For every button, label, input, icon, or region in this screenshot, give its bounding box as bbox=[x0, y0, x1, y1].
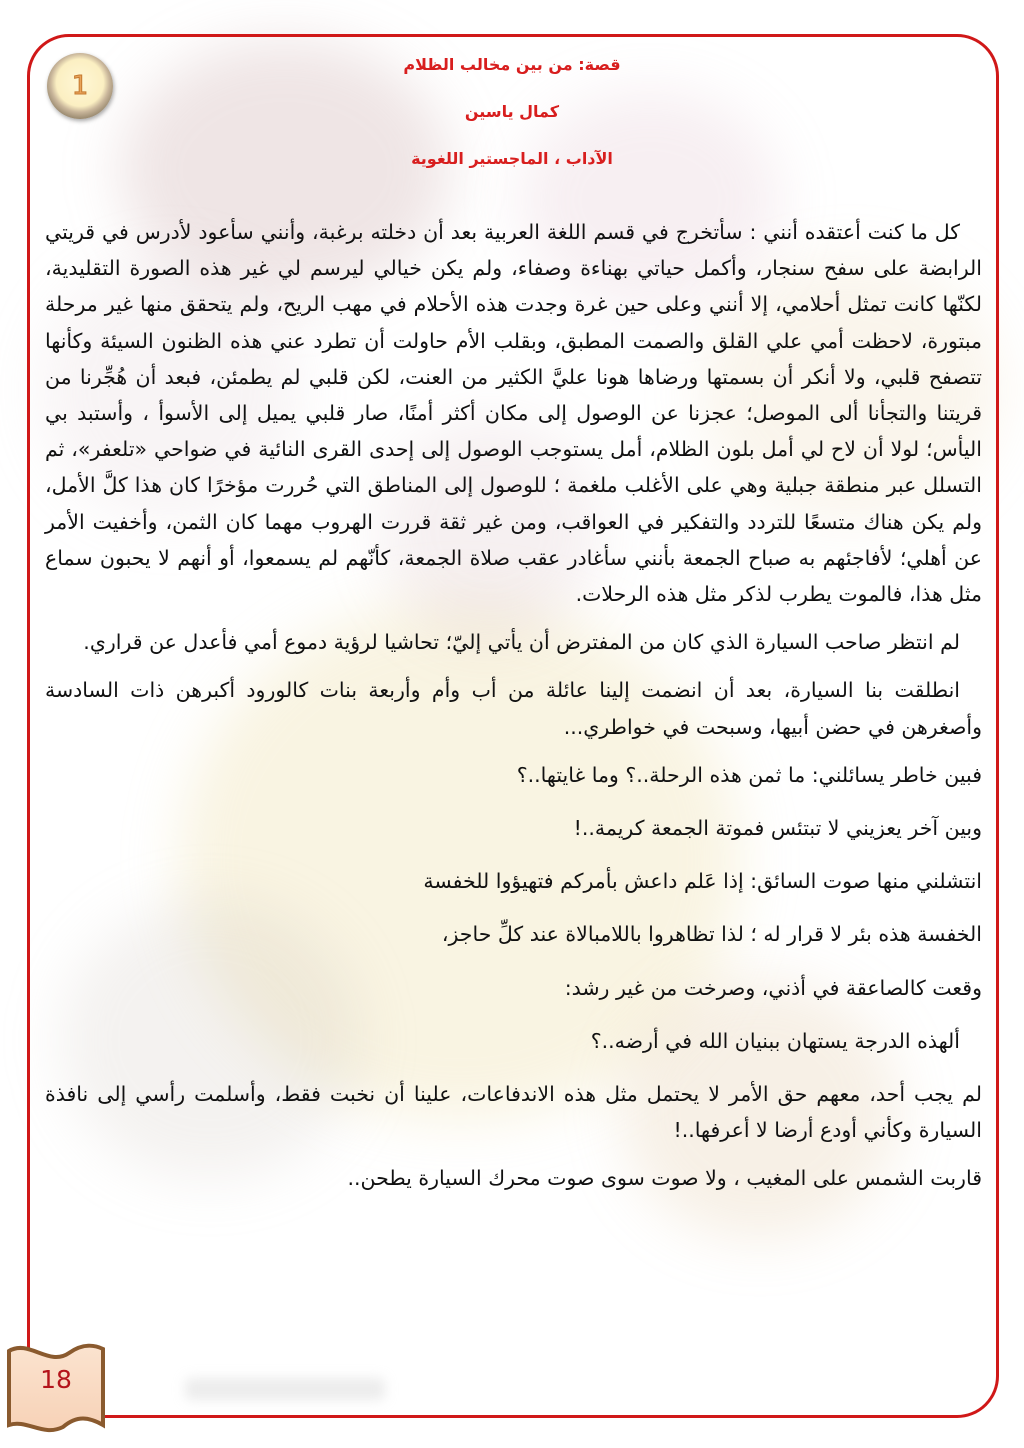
story-title: قصة: من بين مخالب الظلام bbox=[403, 55, 621, 74]
paragraph-10: لم يجب أحد، معهم حق الأمر لا يحتمل مثل هذه الاندفاعات، علينا أن نخبت فقط، وأسلمت رأسي إلى نافذة السيارة وكأني أودع أرضا لا أعرفها..! bbox=[45, 1082, 982, 1143]
paragraph-1: كل ما كنت أعتقده أنني : سأتخرج في قسم اللغة العربية بعد أن دخلته برغبة، وأنني سأعود لأدرس في قريتي الرابضة على سفح سنجار، وأكمل حياتي بهناءة وصفاء، ولم يكن خيالي ليرسم لي غير هذه الصورة التقليدية، لكنّها كانت تمثل أحلامي، إلا أنني وعلى حين غرة وجدت هذه الأحلام في مهب الريح، ولم يتحقق منها غير مرحلة مبتورة، لاحظت أمي علي القلق والصمت المطبق، وبقلب الأم حاولت أن تطرد عني هذه الظنون السيئة وكأنها تتصفح قلبي، ولا أنكر أن بسمتها ورضاها هونا عليَّ الكثير من العنت، لكن قلبي لم يطمئن، فبعد أن هُجِّرنا من قريتنا والتجأنا ألى الموصل؛ عجزنا عن الوصول إلى مكان أكثر أمنًا، صار قلبي يميل إلى الأسوأ ، وأستبد بي اليأس؛ لولا أن لاح لي أمل بلون الظلام، أمل يستوجب الوصول إلى إحدى القرى النائية في ضواحي «تلعفر»، ثم التسلل عبر منطقة جبلية وهي على الأغلب ملغمة ؛ للوصول إلى المناطق التي حُررت مؤخرًا كان هذا كلَّ الأمل، ولم يكن هناك متسعًا للتردد والتفكير في العواقب، ومن غير ثقة قررت الهروب مهما كان الثمن، وأخفيت الأمر عن أهلي؛ لأفاجئهم به صباح الجمعة بأنني سأغادر عقب صلاة الجمعة، كأنّهم لم يسمعوا، أو أنهم لا يحبون سماع مثل هذا، فالموت يطرب لذكر مثل هذه الرحلات. bbox=[45, 220, 982, 607]
paragraph-11: قاربت الشمس على المغيب ، ولا صوت سوى صوت محرك السيارة يطحن.. bbox=[347, 1166, 982, 1191]
paragraph-3: انطلقت بنا السيارة، بعد أن انضمت إلينا عائلة من أب وأم وأربعة بنات كالورود أكبرهن ذات السادسة وأصغرهن في حضن أبيها، وسبحت في خواطري... bbox=[45, 678, 982, 739]
paragraph-2: لم انتظر صاحب السيارة الذي كان من المفترض أن يأتي إليّ؛ تحاشيا لرؤية دموع أمي فأعدل عن قراري. bbox=[83, 630, 960, 655]
paragraph-4: فبين خاطر يسائلني: ما ثمن هذه الرحلة..؟ وما غايتها..؟ bbox=[516, 762, 982, 787]
paragraph-5: وبين آخر يعزيني لا تبتئس فموتة الجمعة كريمة..! bbox=[573, 816, 982, 841]
paragraph-6: انتشلني منها صوت السائق: إذا عَلم داعش بأمركم فتهيؤوا للخفسة bbox=[423, 869, 982, 894]
page-number-flag bbox=[3, 1337, 109, 1433]
paragraph-7: الخفسة هذه بئر لا قرار له ؛ لذا تظاهروا باللامبالاة عند كلِّ حاجز، bbox=[441, 922, 982, 947]
author-affiliation: الآداب ، الماجستير اللغوية bbox=[411, 149, 613, 168]
chapter-number: 1 bbox=[71, 71, 89, 101]
paragraph-8: وقعت كالصاعقة في أذني، وصرخت من غير رشد: bbox=[564, 975, 982, 1000]
author-name: كمال ياسين bbox=[464, 102, 560, 121]
story-header bbox=[150, 52, 874, 193]
chapter-number-badge bbox=[47, 53, 113, 119]
paragraph-9: ألهذه الدرجة يستهان ببنيان الله في أرضه..؟ bbox=[590, 1028, 960, 1053]
page-number: 18 bbox=[40, 1365, 72, 1394]
story-body bbox=[45, 214, 982, 1209]
